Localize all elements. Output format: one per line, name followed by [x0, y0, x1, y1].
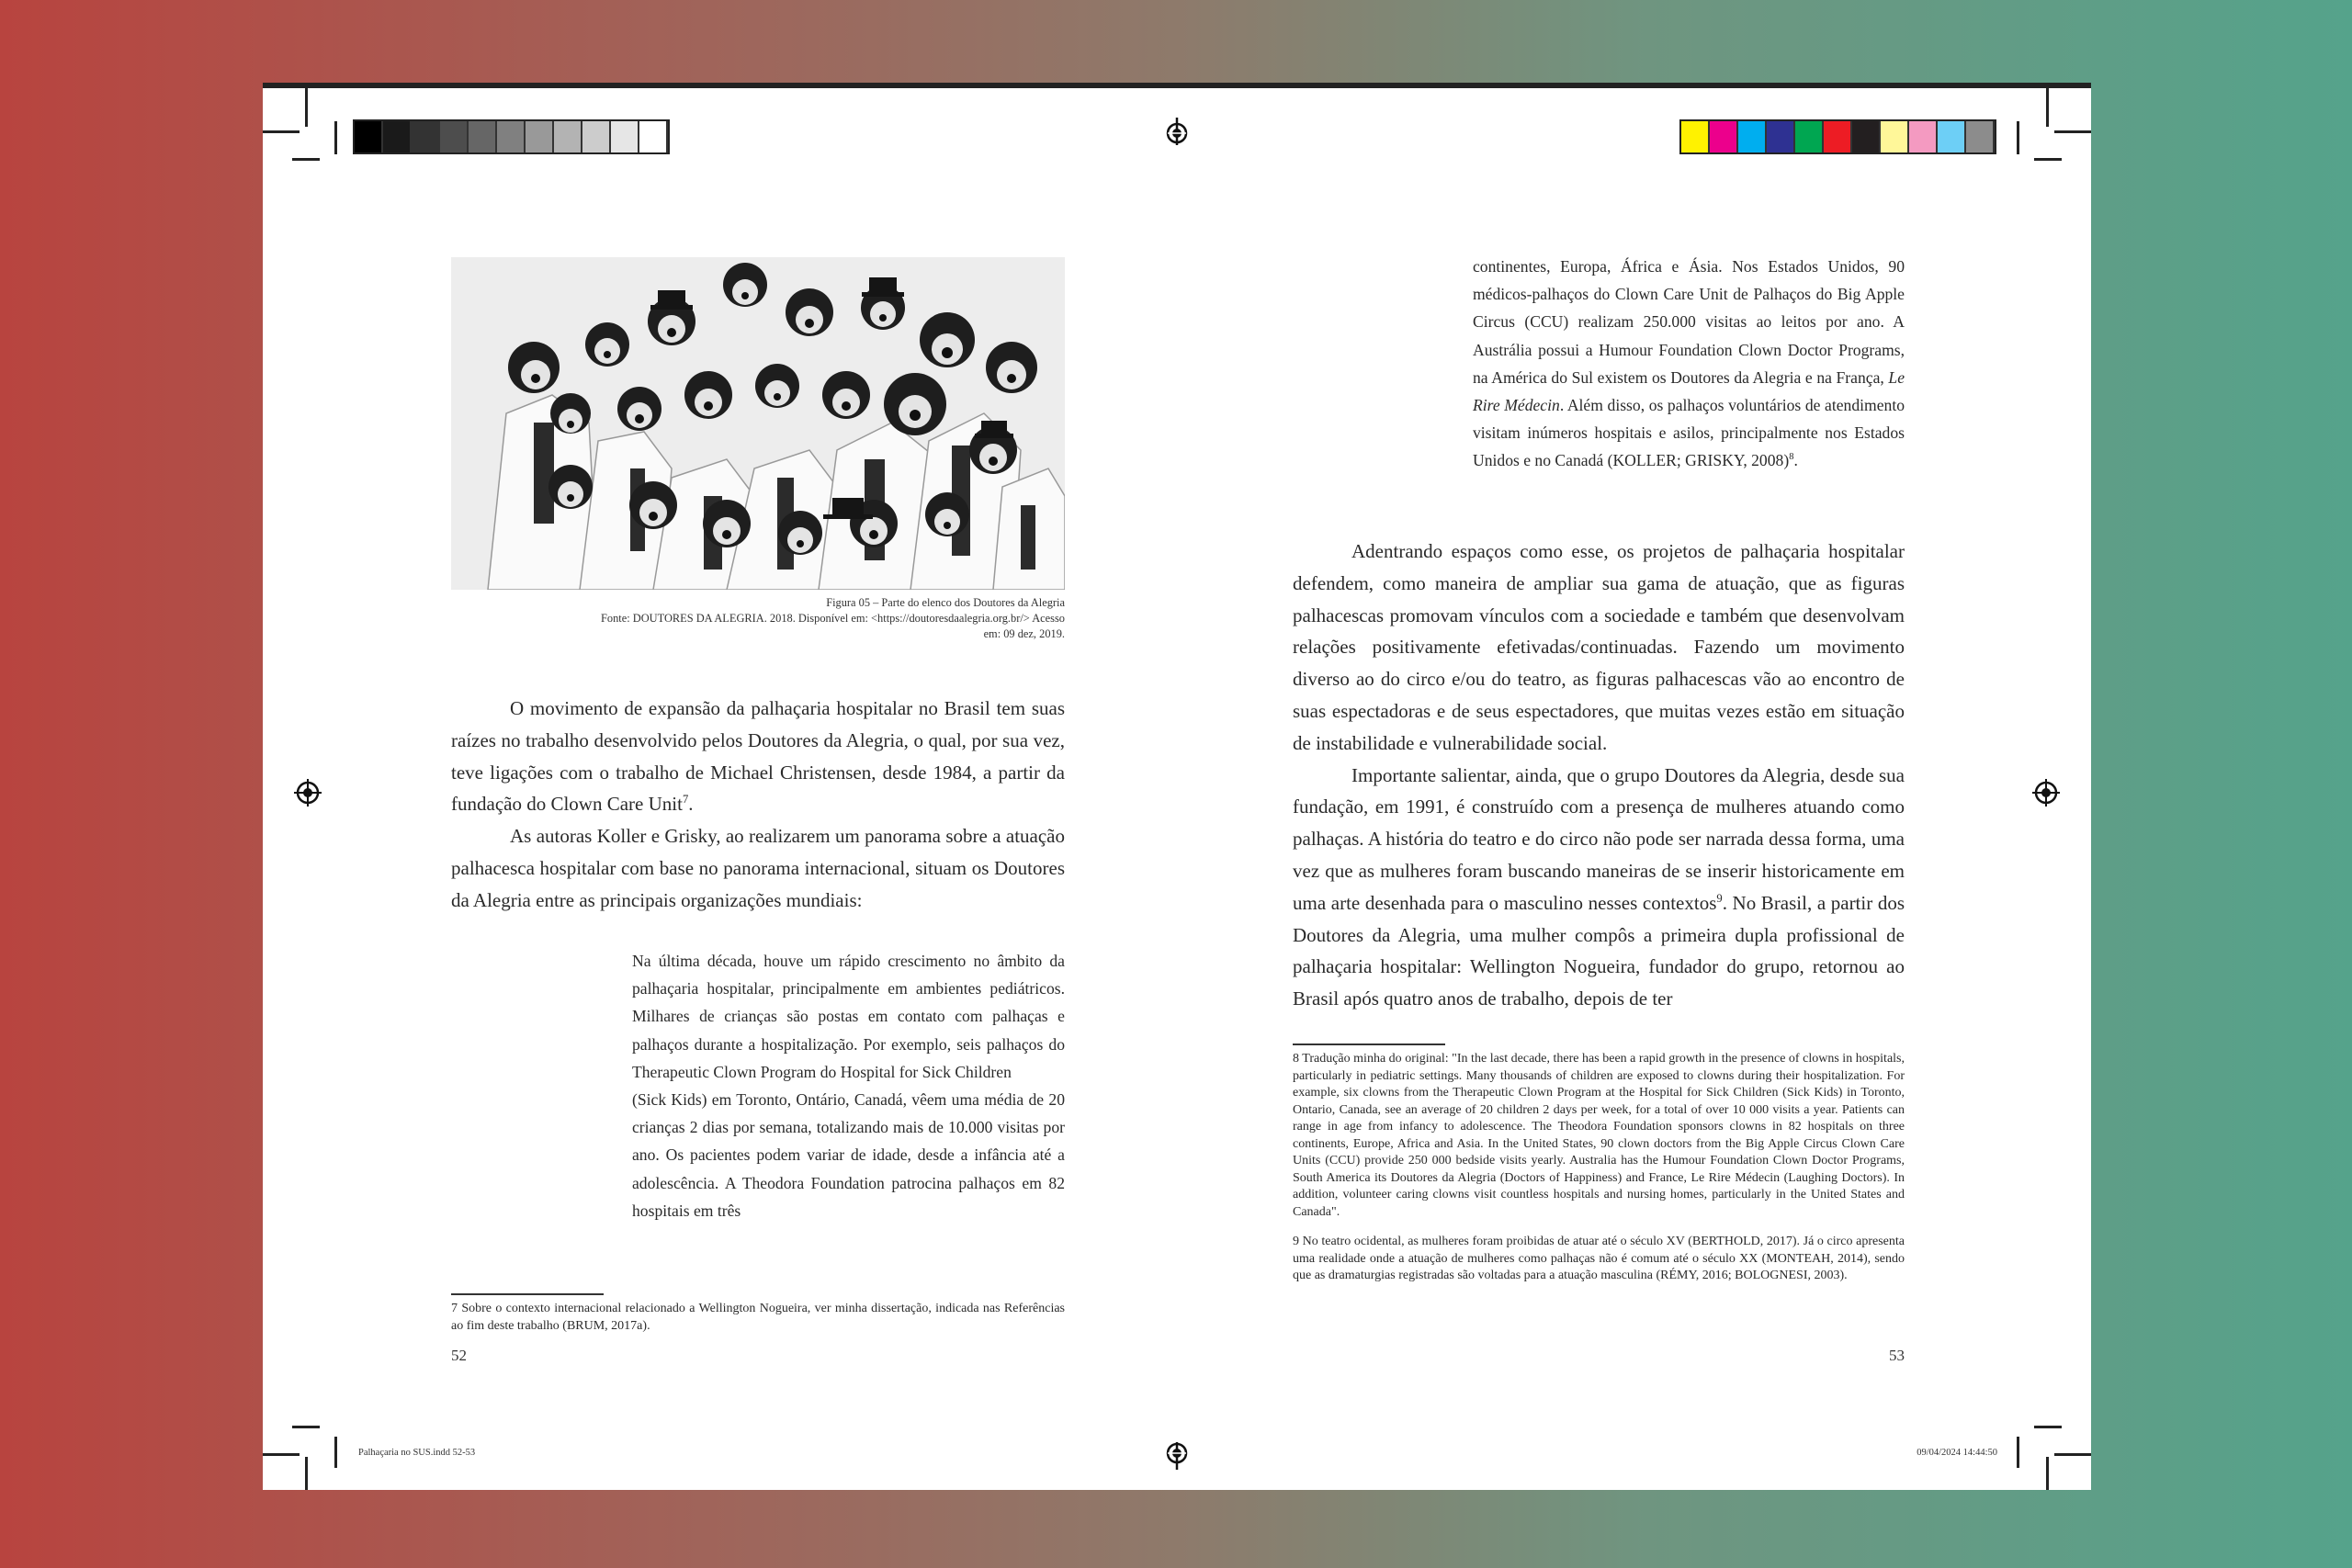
body-paragraph: Adentrando espaços como esse, os projetos de palhaçaria hospitalar defendem, como maneira de ampliar sua gama de atuação, que as figuras palhacescas promovam vínculos com a sociedade e também que desenvolvam relações positivamente efetivadas/continuadas. Fazendo um movimento diverso ao do circo e/ou do teatro, as figuras palhacescas vão ao encontro de suas espectadoras e de seus espectadores, que muitas vezes estão em situação de instabilidade e vulnerabilidade social. — [1293, 540, 1905, 754]
body-paragraph — [451, 693, 1065, 820]
footnote-9: 9 No teatro ocidental, as mulheres foram proibidas de atuar até o século XV (BERTHOLD, 2017). Já o circo apresenta uma realidade onde a atuação de mulheres como palhaças não é comum até o século XX (MONTEAH, 2014), sendo que as dramaturgias registradas são voltadas para a atuação masculina (RÉMY, 2016; BOLOGNESI, 2003). — [1293, 1235, 1905, 1282]
gray-swatch — [639, 121, 668, 152]
gray-swatch — [383, 121, 412, 152]
crop-mark — [2034, 1426, 2062, 1428]
gray-swatch — [440, 121, 469, 152]
figure-source: Fonte: DOUTORES DA ALEGRIA. 2018. Disponível em: <https://doutoresdaalegria.org.br/> Acesso — [601, 611, 1065, 625]
block-quote — [632, 947, 1065, 1224]
footnote-rule — [1293, 1043, 1445, 1045]
color-swatch — [1795, 121, 1824, 152]
figure-source-date: em: 09 dez, 2019. — [983, 626, 1065, 640]
crop-mark — [2054, 130, 2091, 133]
process-color-bar — [1679, 119, 1996, 154]
grayscale-color-bar — [353, 119, 670, 154]
gray-swatch — [469, 121, 497, 152]
quote-text: (Sick Kids) em Toronto, Ontário, Canadá, vêem uma média de 20 crianças 2 dias por semana, totalizando mais de 10.000 visitas por ano. Os pacientes podem variar de idade, desde a infância até a adolescência. A Theodora Foundation patrocina palhaços em 82 hospitais em três — [632, 1090, 1065, 1220]
group-photo-clowns-icon — [451, 257, 1065, 590]
crop-mark — [305, 88, 308, 127]
crop-mark — [2054, 1453, 2091, 1456]
crop-mark — [2017, 121, 2019, 154]
page-number-left: 52 — [451, 1347, 467, 1364]
crop-mark — [292, 1426, 320, 1428]
gray-swatch — [526, 121, 554, 152]
color-swatch — [1909, 121, 1938, 152]
color-swatch — [1852, 121, 1881, 152]
quote-text: Na última década, houve um rápido crescimento no âmbito da palhaçaria hospitalar, principalmente em ambientes pediátricos. Milhares de crianças são postas em contato com palhaças e palhaços durante a hospitalização. Por exemplo, seis palhaços do Therapeutic Clown Program do Hospital for Sick Children — [632, 952, 1065, 1081]
paragraph-text: O movimento de expansão da palhaçaria hospitalar no Brasil tem suas raízes no trabalho desenvolvido pelos Doutores da Alegria, o qual, por sua vez, teve ligações com o trabalho de Michael Christensen, desde 1984, a partir da fundação do Clown Care Unit — [451, 697, 1065, 816]
right-footnotes — [1293, 1051, 1905, 1298]
color-swatch — [1767, 121, 1795, 152]
color-swatch — [1824, 121, 1852, 152]
registration-mark-icon — [1163, 1442, 1191, 1470]
color-swatch — [1966, 121, 1995, 152]
paragraph-end: . — [688, 793, 694, 816]
gray-swatch — [355, 121, 383, 152]
gray-swatch — [497, 121, 526, 152]
crop-mark — [2046, 88, 2049, 127]
footnote-ref: 8 — [1789, 452, 1794, 463]
slug-date-time: 09/04/2024 14:44:50 — [1917, 1448, 1997, 1458]
crop-mark — [292, 158, 320, 161]
crop-mark — [2034, 158, 2062, 161]
right-body-text — [1293, 536, 1905, 1015]
color-swatch — [1881, 121, 1909, 152]
registration-mark-icon — [2032, 779, 2060, 807]
paragraph-text: . No Brasil, a partir dos Doutores da Alegria, uma mulher compôs a primeira dupla profissional de palhaçaria hospitalar: Wellington Nogueira, fundador do grupo, retornou ao Brasil após quatro anos de trabalho, depois de ter — [1293, 891, 1905, 1010]
quote-italic-title: Le Rire Médecin — [1473, 367, 1905, 415]
footnote-ref: 9 — [1716, 891, 1723, 905]
footnote-7: 7 Sobre o contexto internacional relacionado a Wellington Nogueira, ver minha dissertação, indicada nas Referências ao fim deste trabalho (BRUM, 2017a). — [451, 1302, 1065, 1333]
footnote-rule — [451, 1293, 604, 1295]
registration-mark-icon — [1163, 118, 1191, 145]
crop-mark — [334, 1437, 337, 1468]
clown-group-photo — [451, 257, 1065, 590]
color-swatch — [1738, 121, 1767, 152]
crop-mark — [263, 130, 300, 133]
quote-end: . — [1793, 451, 1798, 470]
book-spread — [263, 83, 2091, 1490]
paragraph-text: Importante salientar, ainda, que o grupo Doutores da Alegria, desde sua fundação, em 1991, é construído com a presença de mulheres atuando como palhaças. A história do teatro e do circo não pode ser narrada dessa forma, uma vez que as mulheres foram buscando maneiras de se inserir historicamente em uma arte desenhada para o masculino nesses contextos — [1293, 763, 1905, 914]
footnote-8: 8 Tradução minha do original: "In the last decade, there has been a rapid growth in the presence of clowns in hospitals, particularly in pediatric settings. Many thousands of children are exposed to clowns during their hospitalization. For example, six clowns from the Therapeutic Clown Program at the Hospital for Sick Children (Sick Kids) in Toronto, Ontario, Canada, see an average of 20 children 2 days per week, for a total of over 10 000 visits a year. Patients can range in age from infancy to adolescence. The Theodora Foundation sponsors clowns in 82 hospitals on three continents, Europe, Africa and Asia. In the United States, 90 clown doctors from the Big Apple Circus Clown Care Units (CCU) provide 250 000 bedside visits yearly. Australia has the Humour Foundation Clown Doctor Programs, South America its Doutores da Alegria (Doctors of Happiness) and France, Le Rire Médecin (Laughing Doctors). In addition, volunteer caring clowns visit countless hospitals and nursing homes, particularly in the United States and Canada". — [1293, 1052, 1905, 1219]
crop-mark — [334, 121, 337, 154]
crop-mark — [2046, 1457, 2049, 1490]
slug-file-name: Palhaçaria no SUS.indd 52-53 — [358, 1448, 476, 1458]
figure-caption-block — [451, 595, 1065, 641]
registration-mark-icon — [294, 779, 322, 807]
gray-swatch — [582, 121, 611, 152]
gray-swatch — [611, 121, 639, 152]
body-paragraph — [1293, 760, 1905, 1015]
quote-text: . Além disso, os palhaços voluntários de atendimento visitam inúmeros hospitais e asilos, principalmente nos Estados Unidos e no Canadá (KOLLER; GRISKY, 2008) — [1473, 396, 1905, 470]
crop-mark — [263, 1453, 300, 1456]
figure-caption: Figura 05 – Parte do elenco dos Doutores da Alegria — [826, 596, 1065, 609]
page-number-right: 53 — [1889, 1347, 1905, 1364]
body-paragraph: As autoras Koller e Grisky, ao realizarem um panorama sobre a atuação palhacesca hospitalar com base no panorama internacional, situam os Doutores da Alegria entre as principais organizações mundiais: — [451, 825, 1065, 911]
color-swatch — [1710, 121, 1738, 152]
block-quote-continuation — [1473, 253, 1905, 475]
footnote-ref: 7 — [682, 793, 689, 807]
crop-mark — [2017, 1437, 2019, 1468]
left-body-text — [451, 693, 1065, 917]
color-swatch — [1938, 121, 1966, 152]
crop-mark — [305, 1457, 308, 1490]
quote-text: continentes, Europa, África e Ásia. Nos Estados Unidos, 90 médicos-palhaços do Clown Care Unit de Palhaços do Big Apple Circus (CCU) realizam 250.000 visitas ao leitos por ano. A Austrália possui a Humour Foundation Clown Doctor Programs, na América do Sul existem os Doutores da Alegria e na França, — [1473, 257, 1905, 387]
gray-swatch — [412, 121, 440, 152]
gray-swatch — [554, 121, 582, 152]
color-swatch — [1681, 121, 1710, 152]
